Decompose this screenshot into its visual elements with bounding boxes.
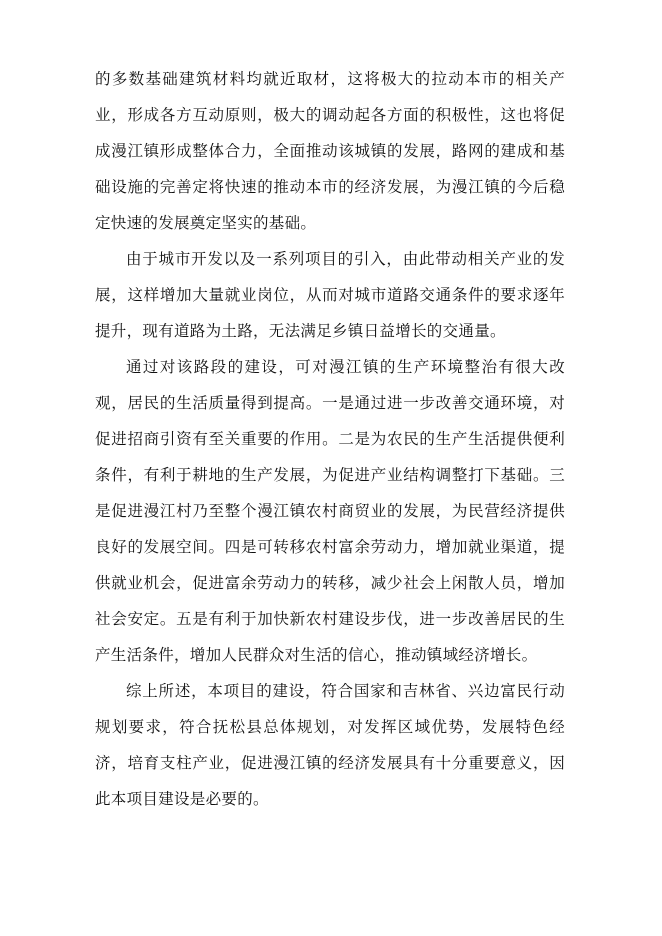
paragraph-road-construction-benefits: 通过对该路段的建设，可对漫江镇的生产环境整治有很大改观，居民的生活质量得到提高。一是通过进一步改善交通环境，对促进招商引资有至关重要的作用。二是为农民的生产生活提供便利条件，有利于耕地的生产发展，为促进产业结构调整打下基础。三是促进漫江村乃至整个漫江镇农村商贸业的发展，为民营经济提供良好的发展空间。四是可转移农村富余劳动力，增加就业渠道，提供就业机会，促进富余劳动力的转移，减少社会上闲散人员，增加社会安定。五是有利于加快新农村建设步伐，进一步改善居民的生产生活条件，增加人民群众对生活的信心，推动镇域经济增长。	[95, 358, 565, 664]
paragraph-conclusion: 综上所述，本项目的建设，符合国家和吉林省、兴边富民行动规划要求，符合抚松县总体规划，对发挥区域优势，发展特色经济，培育支柱产业，促进漫江镇的经济发展具有十分重要意义，因此本项目建设是必要的。	[95, 682, 565, 808]
paragraph-continued-intro: 的多数基础建筑材料均就近取材，这将极大的拉动本市的相关产业，形成各方互动原则，极大的调动起各方面的积极性，这也将促成漫江镇形成整体合力，全面推动该城镇的发展，路网的建成和基础设施的完善定将快速的推动本市的经济发展，为漫江镇的今后稳定快速的发展奠定坚实的基础。	[95, 70, 565, 232]
paragraph-urban-development: 由于城市开发以及一系列项目的引入，由此带动相关产业的发展，这样增加大量就业岗位，从而对城市道路交通条件的要求逐年提升，现有道路为土路，无法满足乡镇日益增长的交通量。	[95, 250, 565, 340]
document-body	[95, 61, 565, 817]
